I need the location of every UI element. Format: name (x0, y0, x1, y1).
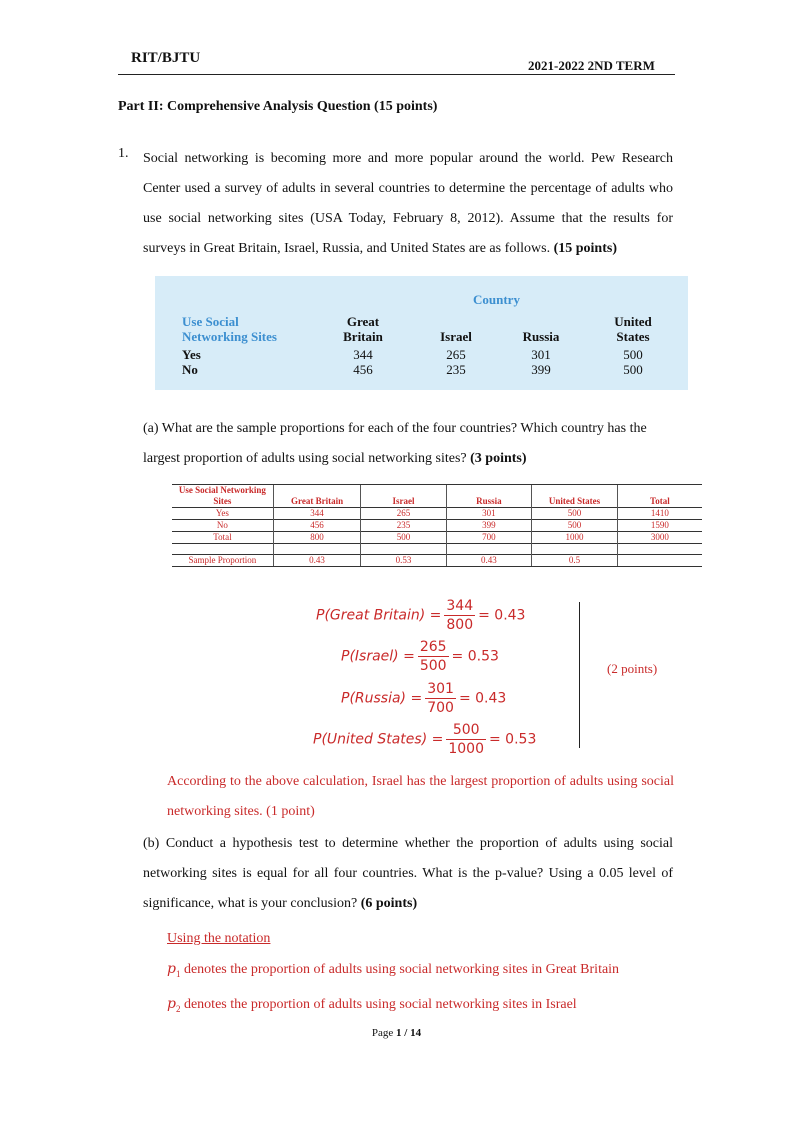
cell-russia-yes: 301 (531, 347, 551, 362)
ans-header-4: United States (532, 485, 618, 508)
ans-header-1: Great Britain (273, 485, 361, 508)
question-number: 1. (118, 146, 129, 161)
part-a-label: (a) (143, 421, 159, 436)
cell-gb-no: 456 (353, 362, 373, 377)
notation-p1: $p_1$ denotes the proportion of adults using social networking sites in Great Britain (167, 961, 620, 979)
header-left: RIT/BJTU (131, 50, 201, 66)
row-yes: Yes (182, 347, 201, 362)
proportion-row: Sample Proportion 0.43 0.53 0.43 0.5 (172, 555, 702, 567)
formula-russia: P(Russia) = $\frac{301}{700}$ = 0.43 (341, 681, 507, 716)
ans-header-2: Israel (361, 485, 446, 508)
row-header-line2: Networking Sites (182, 329, 277, 344)
ans-header-3: Russia (446, 485, 532, 508)
notation-title: Using the notation (167, 931, 271, 946)
survey-table (155, 276, 688, 390)
part-b (143, 829, 673, 919)
notation (167, 924, 619, 1024)
part-title: Part II: Comprehensive Analysis Question (15 points) (118, 99, 438, 114)
cell-israel-no: 235 (446, 362, 466, 377)
part-a (143, 414, 673, 474)
table-row: No 456 235 399 500 1590 (172, 520, 702, 532)
ans-header-5: Total (617, 485, 702, 508)
col-gb-line2: Britain (343, 329, 383, 344)
header-right: 2021-2022 2ND TERM (528, 58, 655, 73)
part-b-points: (6 points) (360, 896, 418, 911)
question-points: (15 points) (553, 241, 617, 256)
part-a-points: (3 points) (470, 451, 527, 466)
row-no: No (182, 362, 198, 377)
cell-israel-yes: 265 (446, 347, 466, 362)
formula-israel: P(Israel) = $\frac{265}{500}$ = 0.53 (341, 639, 499, 674)
cell-russia-no: 399 (531, 362, 551, 377)
row-header-line1: Use Social (182, 314, 239, 329)
table-row: Total 800 500 700 1000 3000 (172, 532, 702, 544)
part-a-text: What are the sample proportions for each of the four countries? Which country has the largest proportion of adults using social networking sites? (143, 421, 647, 466)
part-b-label: (b) (143, 836, 160, 851)
formula-divider (579, 602, 580, 748)
cell-us-yes: 500 (623, 347, 643, 362)
country-label: Country (473, 292, 520, 307)
conclusion-text: According to the above calculation, Israel has the largest proportion of adults using social networking sites. (1 point) (167, 774, 674, 819)
col-russia: Russia (522, 329, 560, 344)
table-row: Yes 344 265 301 500 1410 (172, 508, 702, 520)
formula-great-britain: P(Great Britain) = $\frac{344}{800}$ = 0.43 (316, 598, 526, 633)
formula-united-states: P(United States) = $\frac{500}{1000}$ = 0.53 (313, 722, 537, 757)
question-body: Social networking is becoming more and more popular around the world. Pew Research Center used a survey of adults in several countries to determine the percentage of adults who use social networking sites (USA Today, February 8, 2012). Assume that the results for surveys in Great Britain, Israel, Russia, and United States are as follows. (143, 151, 673, 256)
answer-table (172, 484, 702, 567)
ans-header-0: Use Social Networking Sites (172, 485, 273, 508)
part-b-text: Conduct a hypothesis test to determine whether the proportion of adults using social networking sites is equal for all four countries. What is the p-value? Using a 0.05 level of significance, what is your conclusion? (143, 836, 673, 911)
question-text (143, 144, 673, 264)
notation-p2: $p_2$ denotes the proportion of adults using social networking sites in Israel (167, 995, 577, 1014)
header-rule (118, 74, 675, 75)
col-israel: Israel (440, 329, 472, 344)
cell-us-no: 500 (623, 362, 643, 377)
col-us-line1: United (614, 314, 652, 329)
col-us-line2: States (616, 329, 650, 344)
col-gb-line1: Great (346, 314, 380, 329)
page-footer: Page 1 / 14 (371, 1027, 422, 1039)
cell-gb-yes: 344 (353, 347, 373, 362)
formula-points: (2 points) (607, 661, 658, 676)
